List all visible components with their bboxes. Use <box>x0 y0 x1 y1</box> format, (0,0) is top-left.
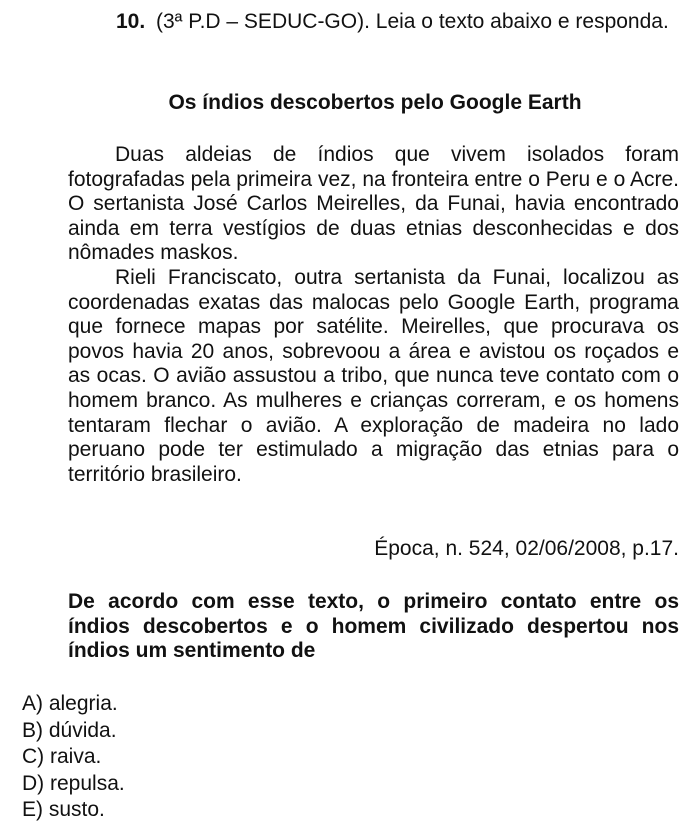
option-b: B) dúvida. <box>22 718 117 742</box>
question-instruction: (3ª P.D – SEDUC-GO). Leia o texto abaixo e responda. <box>156 10 669 33</box>
answer-options <box>22 691 125 824</box>
article-body <box>68 143 679 487</box>
article-paragraph-2: Rieli Franciscato, outra sertanista da Funai, localizou as coordenadas exatas das malocas pelo Google Earth, programa que fornece mapas por satélite. Meirelles, que procurava os povos havia 20 anos, sobrevoou a área e avistou os roçados e as ocas. O avião assustou a tribo, que nunca teve contato com o homem branco. As mulheres e crianças correram, e os homens tentaram flechar o avião. A exploração de madeira no lado peruano pode ter estimulado a migração das etnias para o território brasileiro. <box>68 265 679 486</box>
article-title: Os índios descobertos pelo Google Earth <box>168 91 582 114</box>
question-number: 10. <box>116 10 146 33</box>
article-citation: Época, n. 524, 02/06/2008, p.17. <box>374 537 679 560</box>
option-d: D) repulsa. <box>22 771 125 795</box>
question-prompt: De acordo com esse texto, o primeiro contato entre os índios descobertos e o homem civilizado despertou nos índios um sentimento de <box>68 590 679 662</box>
option-e: E) susto. <box>22 798 105 821</box>
article-paragraph-1: Duas aldeias de índios que vivem isolados foram fotografadas pela primeira vez, na fronteira entre o Peru e o Acre. O sertanista José Carlos Meirelles, da Funai, havia encontrado ainda em terra vestígios de duas etnias desconhecidas e dos nômades maskos. <box>68 143 679 265</box>
question-header <box>116 9 679 35</box>
option-a: A) alegria. <box>22 692 118 715</box>
option-c: C) raiva. <box>22 745 102 768</box>
